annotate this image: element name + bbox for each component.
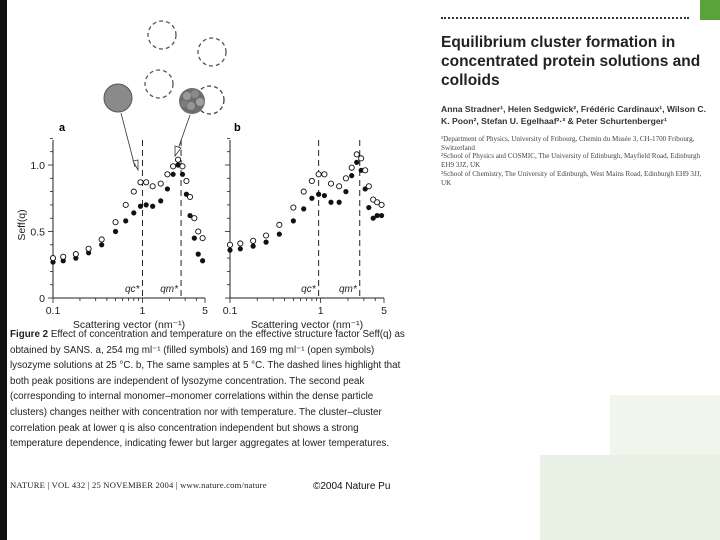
data-point-filled	[277, 232, 282, 237]
data-point-open	[359, 156, 364, 161]
peak-marker-label: qm*	[338, 284, 357, 295]
data-point-open	[158, 181, 163, 186]
data-point-filled	[150, 204, 155, 209]
data-point-open	[301, 189, 306, 194]
figure-2-chart	[7, 10, 412, 330]
caption-label: Figure 2	[10, 329, 49, 340]
data-point-filled	[158, 198, 163, 203]
y-tick-label: 1.0	[30, 160, 45, 172]
data-point-open	[322, 172, 327, 177]
y-tick-label: 0	[39, 293, 45, 305]
data-point-filled	[379, 213, 384, 218]
data-point-open	[251, 238, 256, 243]
data-point-open	[86, 246, 91, 251]
data-point-open	[165, 172, 170, 177]
data-point-open	[180, 164, 185, 169]
data-point-filled	[113, 229, 118, 234]
data-point-open	[263, 233, 268, 238]
data-point-open	[316, 172, 321, 177]
monomer-sphere	[104, 84, 132, 112]
data-point-open	[238, 241, 243, 246]
data-point-filled	[171, 172, 176, 177]
author-list: Anna Stradner¹, Helen Sedgwick², Frédéric Cardinaux¹, Wilson C. K. Poon², Stefan U. Egelhaaf²·³ & Peter Schurtenberger¹	[441, 104, 706, 126]
data-point-open	[354, 152, 359, 157]
data-point-open	[291, 205, 296, 210]
data-point-open	[187, 194, 192, 199]
peak-marker-label: qc*	[301, 284, 316, 295]
data-point-filled	[138, 204, 143, 209]
data-point-open	[196, 229, 201, 234]
data-point-open	[144, 180, 149, 185]
figure-caption	[10, 327, 410, 452]
data-point-open	[184, 178, 189, 183]
data-point-open	[150, 184, 155, 189]
cluster-sphere	[179, 88, 205, 114]
caption-text: Effect of concentration and temperature on the effective structure factor Seff(q) as obtained by SANS. a, 254 mg ml⁻¹ (filled symbols) and 169 mg ml⁻¹ (open symbols) lysozyme solutions at 25 °C. b, The same samples at 5 °C. The dashed lines highlight that both peak positions are independent of lysozyme concentration. The second peak (corresponding to internal monomer–monomer correlations within the dense particle clusters) changes neither with concentration nor with temperature. The cluster–cluster correlation peak at lower q is also concentration independent but shows a strong temperature dependence, indicating fewer but larger aggregates at lower temperatures.	[10, 329, 405, 450]
panel-label-a: a	[59, 122, 66, 134]
data-point-filled	[251, 244, 256, 249]
data-point-filled	[196, 252, 201, 257]
title-rule	[441, 17, 689, 19]
left-edge-bar	[0, 0, 7, 540]
data-point-filled	[238, 246, 243, 251]
data-point-open	[363, 168, 368, 173]
data-point-filled	[316, 192, 321, 197]
data-point-filled	[375, 213, 380, 218]
x-tick-label: 1	[139, 305, 146, 317]
data-point-filled	[131, 210, 136, 215]
journal-footer: NATURE | VOL 432 | 25 NOVEMBER 2004 | www.nature.com/nature	[10, 480, 267, 490]
data-point-filled	[301, 206, 306, 211]
x-axis-label: Scattering vector (nm⁻¹)	[250, 319, 364, 330]
data-point-filled	[291, 218, 296, 223]
data-point-open	[343, 176, 348, 181]
panel-label-b: b	[234, 122, 241, 134]
data-point-open	[366, 184, 371, 189]
panel-b	[223, 138, 387, 330]
paper-title: Equilibrium cluster formation in concentrated protein solutions and colloids	[441, 34, 701, 89]
pointer-arrow	[177, 115, 190, 152]
data-point-open	[349, 165, 354, 170]
data-point-open	[61, 254, 66, 259]
data-point-filled	[123, 218, 128, 223]
data-point-open	[50, 256, 55, 261]
data-point-filled	[165, 186, 170, 191]
data-point-open	[138, 180, 143, 185]
y-axis-label: Seff(q)	[16, 209, 28, 241]
data-point-open	[113, 220, 118, 225]
data-point-open	[379, 202, 384, 207]
data-point-filled	[366, 205, 371, 210]
affiliation: ²School of Physics and COSMIC, The University of Edinburgh, Mayfield Road, Edinburgh EH9 3JZ, UK	[441, 152, 701, 170]
data-point-filled	[309, 196, 314, 201]
data-point-filled	[349, 173, 354, 178]
data-point-open	[200, 236, 205, 241]
data-point-open	[192, 216, 197, 221]
x-axis-label: Scattering vector (nm⁻¹)	[72, 319, 186, 330]
affiliation: ³School of Chemistry, The University of Edinburgh, West Mains Road, Edinburgh EH9 3JJ, UK	[441, 169, 702, 187]
peak-marker-label: qc*	[125, 284, 140, 295]
data-point-filled	[337, 200, 342, 205]
data-point-open	[171, 164, 176, 169]
data-point-filled	[354, 160, 359, 165]
data-point-open	[309, 178, 314, 183]
x-tick-label: 0.1	[222, 305, 238, 317]
x-tick-label: 0.1	[45, 305, 61, 317]
affiliations	[441, 135, 706, 187]
data-point-open	[175, 157, 180, 162]
data-point-open	[328, 181, 333, 186]
y-tick-label: 0.5	[30, 226, 45, 239]
data-point-open	[337, 184, 342, 189]
corner-accent	[700, 0, 720, 20]
x-tick-label: 1	[317, 305, 324, 317]
data-point-filled	[322, 193, 327, 198]
data-point-filled	[99, 242, 104, 247]
background-accent	[540, 455, 720, 540]
x-tick-label: 5	[202, 305, 208, 317]
data-point-open	[99, 237, 104, 242]
panel-a	[16, 138, 208, 330]
data-point-open	[73, 252, 78, 257]
data-point-filled	[263, 240, 268, 245]
affiliation: ¹Department of Physics, University of Fribourg, Chemin du Musée 3, CH-1700 Fribourg, Switzerland	[441, 135, 695, 152]
data-point-open	[131, 189, 136, 194]
data-point-filled	[192, 236, 197, 241]
data-point-filled	[180, 172, 185, 177]
data-point-filled	[343, 189, 348, 194]
copyright-notice: ©2004 Nature Pu	[313, 481, 391, 492]
data-point-open	[227, 242, 232, 247]
x-tick-label: 5	[381, 305, 387, 317]
data-point-filled	[227, 248, 232, 253]
data-point-open	[277, 222, 282, 227]
peak-marker-label: qm*	[160, 284, 179, 295]
data-point-open	[123, 202, 128, 207]
pointer-arrow	[121, 113, 135, 167]
data-point-filled	[144, 202, 149, 207]
data-point-filled	[200, 258, 205, 263]
data-point-filled	[328, 200, 333, 205]
